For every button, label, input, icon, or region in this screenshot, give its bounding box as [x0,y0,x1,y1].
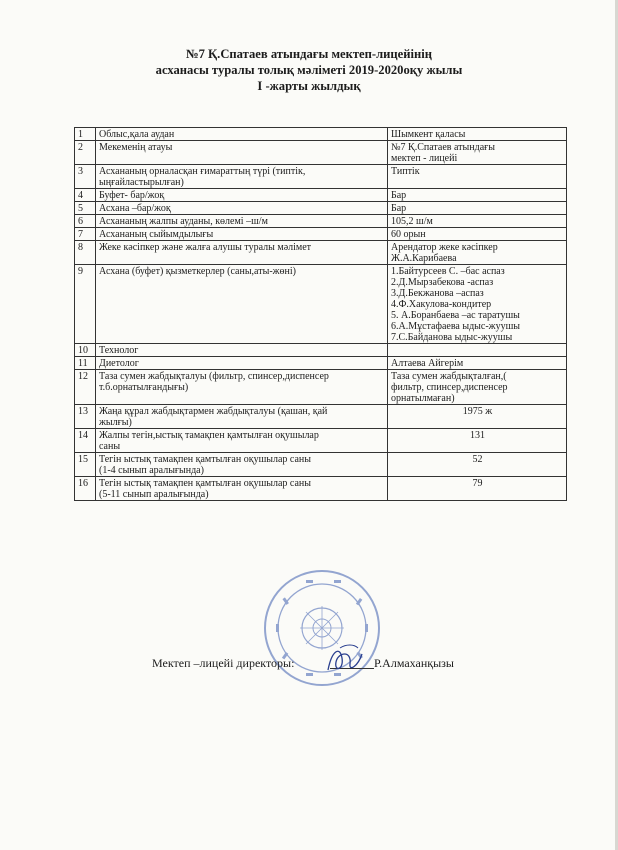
row-number: 11 [75,357,96,370]
row-value-line: 1.Байтурсеев С. –бас аспаз [391,266,505,277]
row-value [388,453,567,477]
row-value-line: Бар [391,203,407,214]
row-label [96,453,388,477]
row-value-line: 2.Д.Мырзабекова -аспаз [391,277,494,288]
row-value [388,189,567,202]
table-row [75,141,567,165]
row-label-line: Диетолог [99,358,139,369]
document-title [0,46,618,94]
row-label [96,189,388,202]
row-value-line: Алтаева Айгерім [391,358,464,369]
table-row [75,357,567,370]
row-number: 12 [75,370,96,405]
row-number: 16 [75,477,96,501]
row-value [388,429,567,453]
row-value-line: орнатылмаған) [391,393,455,404]
row-value-line: Таза сумен жабдықталған,( [391,371,507,382]
handwritten-signature-icon [322,640,370,680]
row-label [96,405,388,429]
row-value-line: фильтр, спинсер,диспенсер [391,382,508,393]
row-label [96,215,388,228]
row-label-line: ыңғайластырылған) [99,177,184,188]
row-label [96,429,388,453]
director-label: Мектеп –лицейі директоры: [152,656,295,670]
row-value [388,228,567,241]
table-row [75,405,567,429]
row-number: 7 [75,228,96,241]
row-value [388,265,567,344]
row-label-line: Асхана –бар/жоқ [99,203,171,214]
row-label [96,241,388,265]
table-row [75,429,567,453]
row-label-line: Жеке кәсіпкер және жалға алушы туралы мәлімет [99,242,312,253]
row-label-line: Тегін ыстық тамақпен қамтылған оқушылар саны [99,478,312,489]
row-number: 15 [75,453,96,477]
row-number: 6 [75,215,96,228]
row-number: 3 [75,165,96,189]
row-label-line: Облыс,қала аудан [99,129,175,140]
row-value [388,405,567,429]
row-value-line: 105,2 ш/м [391,216,433,227]
row-label [96,344,388,357]
row-value [388,241,567,265]
table-row [75,477,567,501]
row-label [96,265,388,344]
row-value-line: 52 [472,454,483,465]
row-value-line: Ж.А.Карибаева [391,253,457,264]
row-label [96,357,388,370]
row-number: 8 [75,241,96,265]
row-number: 1 [75,128,96,141]
row-label-line: Жалпы тегін,ыстық тамақпен қамтылған оқушылар [99,430,319,441]
row-value [388,357,567,370]
row-value-line: 131 [470,430,485,441]
row-value [388,370,567,405]
table-row [75,202,567,215]
row-value-line: 79 [472,478,483,489]
info-table-body [75,128,567,501]
row-label-line: (5-11 сынып аралығында) [99,489,209,500]
row-value-line: мектеп - лицейі [391,153,458,164]
row-number: 10 [75,344,96,357]
table-row [75,344,567,357]
row-label [96,165,388,189]
row-label-line: Асхананың жалпы ауданы, көлемі –ш/м [99,216,268,227]
row-value-line: 5. А.Боранбаева –ас таратушы [391,310,520,321]
row-label-line: (1-4 сынып аралығында) [99,465,204,476]
row-value-line: Шымкент қаласы [391,129,466,140]
row-value-line: №7 Қ.Спатаев атындағы [391,142,495,153]
info-table [74,127,567,501]
row-label-line: Асхананың сыйымдылығы [99,229,214,240]
row-label-line: саны [99,441,121,452]
table-row [75,453,567,477]
row-label [96,370,388,405]
row-value-line: 4.Ф.Хакулова-кондитер [391,299,492,310]
row-value [388,128,567,141]
row-value-line: Типтік [391,166,420,177]
title-line-2: асханасы туралы толық мәліметі 2019-2020оқу жылы [155,63,463,77]
table-row [75,165,567,189]
row-value [388,165,567,189]
director-name: Р.Алмаханқызы [374,656,454,670]
row-value-line: 60 орын [391,229,426,240]
table-row [75,241,567,265]
row-label-line: Мекеменің атауы [99,142,173,153]
row-value-line: Бар [391,190,407,201]
row-label-line: жылғы) [99,417,132,428]
row-value [388,477,567,501]
row-label-line: Буфет- бар/жоқ [99,190,165,201]
row-value [388,141,567,165]
title-line-1: №7 Қ.Спатаев атындағы мектеп-лицейінің [185,47,433,61]
table-row [75,370,567,405]
title-line-3: І -жарты жылдық [257,79,361,93]
row-value [388,344,567,357]
row-value-line: 1975 ж [462,406,493,417]
row-label-line: Технолог [99,345,139,356]
table-row [75,228,567,241]
row-value-line: 3.Д.Бекжанова –аспаз [391,288,484,299]
row-label-line: Асхана (буфет) қызметкерлер (саны,аты-жөні) [99,266,297,277]
row-value [388,215,567,228]
row-label [96,477,388,501]
row-label [96,128,388,141]
row-label-line: Асхананың орналасқан ғимараттың түрі (типтік, [99,166,306,177]
table-row [75,215,567,228]
row-number: 2 [75,141,96,165]
table-row [75,189,567,202]
row-number: 5 [75,202,96,215]
row-number: 14 [75,429,96,453]
table-row [75,265,567,344]
row-label-line: Таза сумен жабдықталуы (фильтр, спинсер,диспенсер [99,371,329,382]
row-label-line: т.б.орнатылғандығы) [99,382,189,393]
row-number: 4 [75,189,96,202]
row-value-line: Арендатор жеке кәсіпкер [391,242,498,253]
row-label-line: Жаңа құрал жабдықтармен жабдықталуы (қашан, қай [99,406,328,417]
row-value-line: 7.С.Байданова ыдыс-жуушы [391,332,513,343]
table-row [75,128,567,141]
row-number: 13 [75,405,96,429]
row-label [96,228,388,241]
row-label [96,141,388,165]
row-value-line: 6.А.Мұстафаева ыдыс-жуушы [391,321,520,332]
row-label [96,202,388,215]
row-value [388,202,567,215]
row-label-line: Тегін ыстық тамақпен қамтылған оқушылар саны [99,454,312,465]
row-number: 9 [75,265,96,344]
